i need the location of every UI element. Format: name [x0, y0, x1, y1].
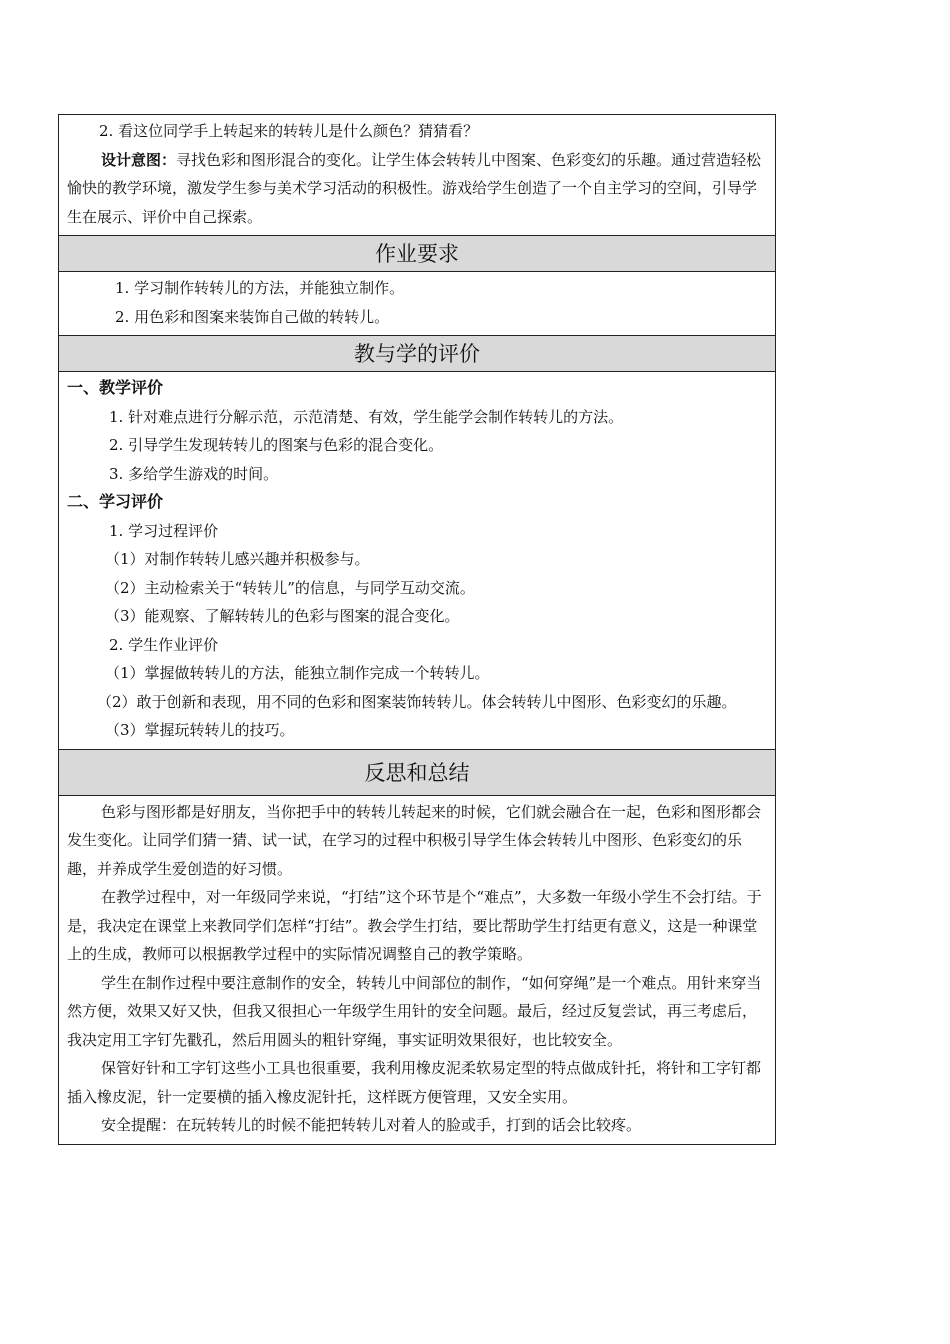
- reflection-paragraph: 保管好针和工字钉这些小工具也很重要，我利用橡皮泥柔软易定型的特点做成针托，将针和工字钉都插入橡皮泥，针一定要横的插入橡皮泥针托，这样既方便管理，又安全实用。: [67, 1059, 762, 1106]
- teaching-eval-title: 一、教学评价: [67, 378, 164, 397]
- process-eval-item: （3）能观察、了解转转儿的色彩与图案的混合变化。: [105, 607, 460, 625]
- design-intent: [67, 146, 767, 232]
- process-eval-item: （2）主动检索关于“转转儿”的信息，与同学互动交流。: [105, 578, 475, 597]
- process-eval-item: （1）对制作转转儿感兴趣并积极参与。: [105, 550, 370, 568]
- activity-item-2: 2. 看这位同学手上转起来的转转儿是什么颜色？猜猜看？: [99, 122, 479, 140]
- evaluation-header: 教与学的评价: [59, 335, 775, 371]
- reflection-header: 反思和总结: [59, 749, 775, 795]
- homework-cell: [59, 271, 775, 335]
- reflection-paragraph: 学生在制作过程中要注意制作的安全，转转儿中间部位的制作，“如何穿绳”是一个难点。用针来穿当然方便，效果又好又快，但我又很担心一年级学生用针的安全问题。最后，经过反复尝试，再三考虑后，我决定用工字钉先戳孔，然后用圆头的粗针穿绳，事实证明效果很好，也比较安全。: [67, 973, 762, 1049]
- teaching-eval-item: 2. 引导学生发现转转儿的图案与色彩的混合变化。: [109, 436, 444, 454]
- evaluation-cell: [59, 371, 775, 749]
- homework-eval-title: 2. 学生作业评价: [109, 635, 219, 654]
- design-intent-label: 设计意图：: [101, 150, 177, 169]
- safety-reminder: 安全提醒：在玩转转儿的时候不能把转转儿对着人的脸或手，打到的话会比较疼。: [101, 1116, 642, 1134]
- teaching-eval-item: 3. 多给学生游戏的时间。: [109, 464, 279, 483]
- activity-cell: [59, 115, 775, 235]
- teaching-eval-item: 1. 针对难点进行分解示范，示范清楚、有效，学生能学会制作转转儿的方法。: [109, 407, 624, 426]
- learning-eval-title: 二、学习评价: [67, 492, 164, 511]
- homework-header: 作业要求: [59, 235, 775, 271]
- reflection-paragraph: 色彩与图形都是好朋友，当你把手中的转转儿转起来的时候，它们就会融合在一起，色彩和图形都会发生变化。让同学们猜一猜、试一试，在学习的过程中积极引导学生体会转转儿中图形、色彩变幻的乐趣，并养成学生爱创造的好习惯。: [67, 802, 762, 878]
- homework-eval-item: （2）敢于创新和表现，用不同的色彩和图案装饰转转儿。体会转转儿中图形、色彩变幻的乐趣。: [97, 692, 737, 711]
- lesson-plan-table: [58, 114, 776, 1145]
- homework-eval-item: （3）掌握玩转转儿的技巧。: [105, 721, 295, 739]
- homework-item: 1. 学习制作转转儿的方法，并能独立制作。: [115, 279, 405, 297]
- reflection-paragraph: 在教学过程中，对一年级同学来说，“打结”这个环节是个“难点”，大多数一年级小学生不会打结。于是，我决定在课堂上来教同学们怎样“打结”。教会学生打结，要比帮助学生打结更有意义，这是一种课堂上的生成，教师可以根据教学过程中的实际情况调整自己的教学策略。: [67, 888, 762, 963]
- process-eval-title: 1. 学习过程评价: [109, 521, 219, 540]
- homework-item: 2. 用色彩和图案来装饰自己做的转转儿。: [115, 307, 390, 326]
- homework-eval-item: （1）掌握做转转儿的方法，能独立制作完成一个转转儿。: [105, 664, 490, 682]
- reflection-cell: [59, 795, 775, 1144]
- design-intent-text: 寻找色彩和图形混合的变化。让学生体会转转儿中图案、色彩变幻的乐趣。通过营造轻松愉快的教学环境，激发学生参与美术学习活动的积极性。游戏给学生创造了一个自主学习的空间，引导学生在展示、评价中自己探索。: [67, 150, 762, 226]
